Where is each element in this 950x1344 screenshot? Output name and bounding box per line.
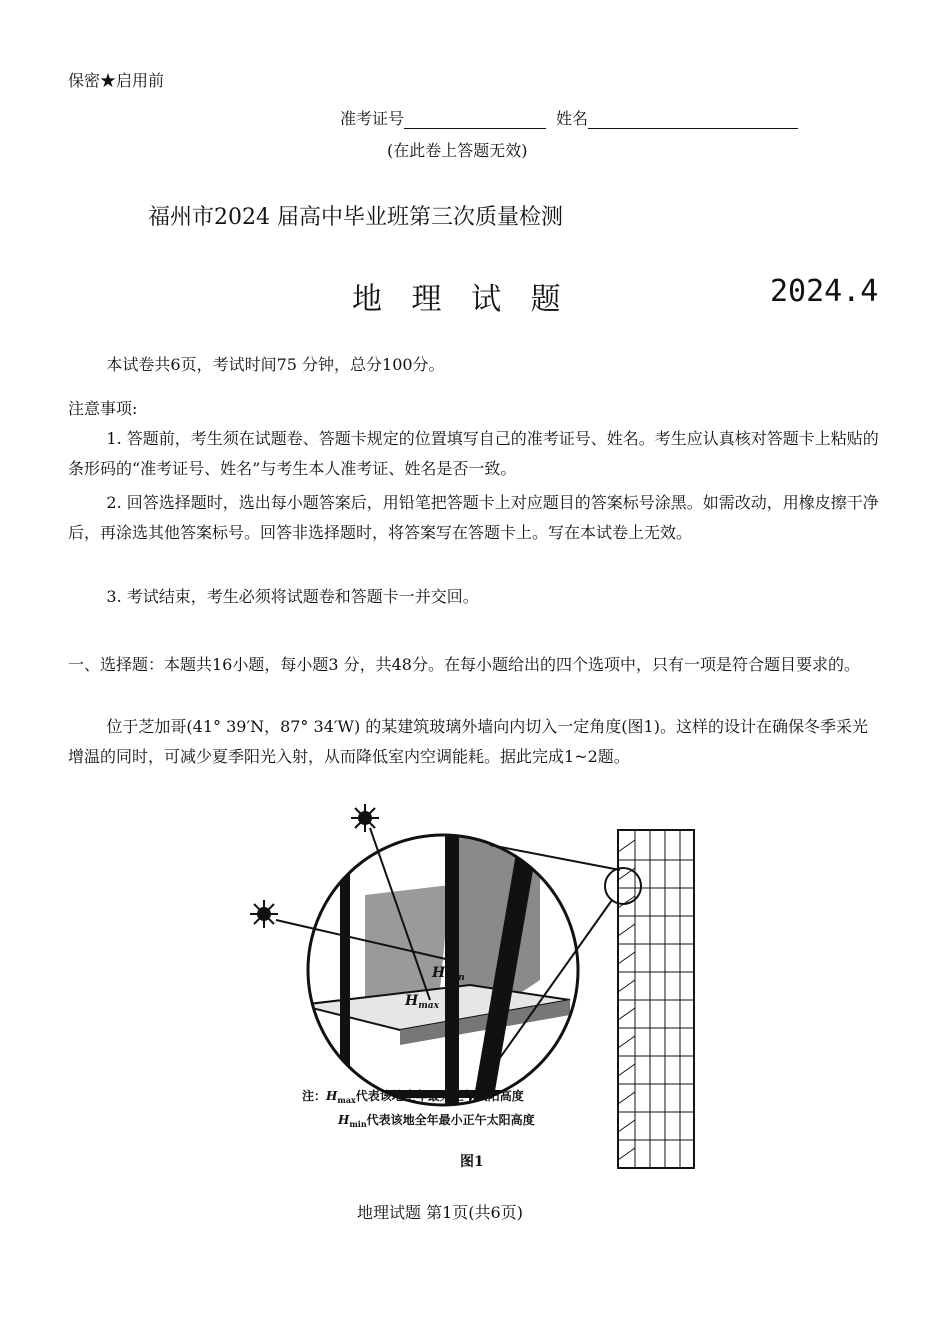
figure-1-illustration (240, 800, 710, 1175)
invalid-answer-note: (在此卷上答题无效) (387, 141, 528, 160)
figure-caption: 图1 (460, 1154, 484, 1170)
figure-note-line-2: $H_{min}$代表该地全年最小正午太阳高度 (338, 1113, 535, 1129)
question-stem: 位于芝加哥(41° 39′N，87° 34′W) 的某建筑玻璃外墙向内切入一定角度(图1)。这样的设计在确保冬季采光增温的同时，可减少夏季阳光入射，从而降低室内空调能耗。据此完成1~2题。 (68, 717, 868, 766)
page-footer: 地理试题 第1页(共6页) (357, 1203, 523, 1222)
name-label: 姓名 (556, 109, 589, 128)
confidential-mark: 保密★启用前 (68, 71, 165, 90)
name-blank (588, 110, 798, 129)
exam-id-label: 准考证号 (340, 109, 405, 128)
subject-title: 地 理 试 题 (352, 282, 571, 317)
building-facade (618, 830, 694, 1168)
section-1-heading: 一、选择题：本题共16小题，每小题3 分，共48分。在每小题给出的四个选项中，只有一项是符合题目要求的。 (68, 655, 860, 674)
notice-item-3: 3. 考试结束，考生必须将试题卷和答题卡一并交回。 (106, 587, 479, 606)
h-min-label: $H_{min}$ (432, 965, 465, 983)
exam-id-blank (404, 110, 546, 129)
figure-note-line-1: 注：$H_{max}$代表该地全年最大正午太阳高度 (302, 1089, 524, 1105)
detail-marker-circle (605, 868, 641, 904)
notice-item-2: 2. 回答选择题时，选出每小题答案后，用铅笔把答题卡上对应题目的答案标号涂黑。如需改动，用橡皮擦干净后，再涂选其他答案标号。回答非选择题时，将答案写在答题卡上。写在本试卷上无效。 (68, 493, 879, 542)
exam-title: 福州市2024 届高中毕业班第三次质量检测 (148, 205, 563, 230)
sun-icon (250, 900, 278, 928)
paper-intro: 本试卷共6页，考试时间75 分钟，总分100分。 (106, 355, 445, 374)
notice-item-1: 1. 答题前，考生须在试题卷、答题卡规定的位置填写自己的准考证号、姓名。考生应认真核对答题卡上粘贴的条形码的“准考证号、姓名”与考生本人准考证、姓名是否一致。 (68, 429, 879, 478)
notice-heading: 注意事项: (68, 399, 138, 418)
exam-date: 2024.4 (770, 274, 879, 309)
sun-icon (351, 804, 379, 832)
h-max-label: $H_{max}$ (405, 993, 439, 1011)
candidate-info-line (340, 106, 798, 129)
